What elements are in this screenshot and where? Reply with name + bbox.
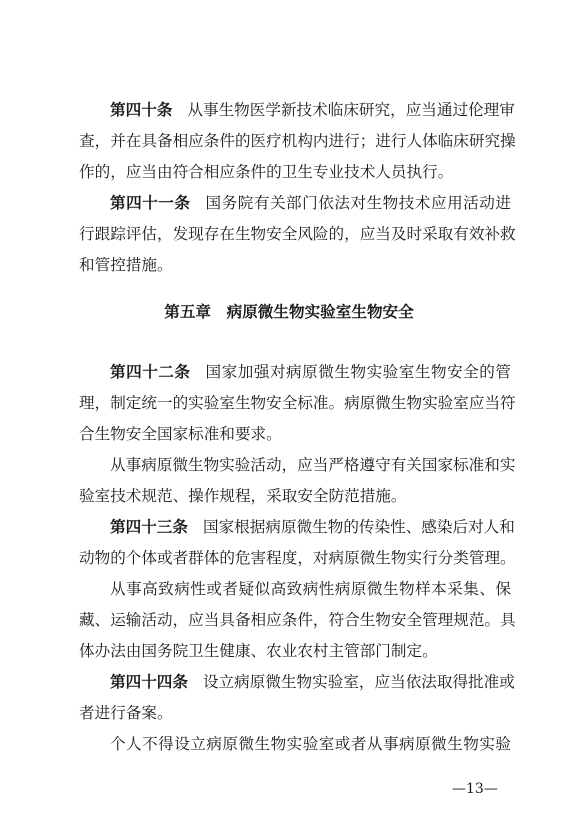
article-42-text-1: 国家加强对病原微生物实验室生物安全的管 xyxy=(205,363,511,381)
article-43-line-1 xyxy=(110,515,515,539)
article-40-line-3: 作的，应当由符合相应条件的卫生专业技术人员执行。 xyxy=(79,163,454,181)
chapter-title: 第五章 病原微生物实验室生物安全 xyxy=(164,303,414,321)
article-41-heading: 第四十一条 xyxy=(110,194,191,212)
article-40-heading: 第四十条 xyxy=(110,101,173,119)
article-42-heading: 第四十二条 xyxy=(110,363,191,381)
article-40-text-1: 从事生物医学新技术临床研究，应当通过伦理审 xyxy=(187,101,515,119)
article-43-heading: 第四十三条 xyxy=(110,518,188,536)
page-number: —13— xyxy=(452,781,498,797)
article-43-line-2: 动物的个体或者群体的危害程度，对病原微生物实行分类管理。 xyxy=(79,549,516,567)
article-41-line-1 xyxy=(110,191,511,215)
article-42-line-1 xyxy=(110,360,511,384)
article-42-para2-line-1: 从事病原微生物实验活动，应当严格遵守有关国家标准和实 xyxy=(110,456,516,474)
article-40-line-1 xyxy=(110,98,515,122)
article-44-line-2: 者进行备案。 xyxy=(79,704,173,722)
article-43-text-1: 国家根据病原微生物的传染性、感染后对人和 xyxy=(202,518,515,536)
article-41-line-2: 行跟踪评估，发现存在生物安全风险的，应当及时采取有效补救 xyxy=(79,225,516,243)
article-44-line-1 xyxy=(110,670,515,694)
article-43-para2-line-3: 体办法由国务院卫生健康、农业农村主管部门制定。 xyxy=(79,642,438,660)
article-44-para2-line-1: 个人不得设立病原微生物实验室或者从事病原微生物实验 xyxy=(110,735,511,753)
article-44-heading: 第四十四条 xyxy=(110,673,188,691)
article-43-para2-line-2: 藏、运输活动，应当具备相应条件，符合生物安全管理规范。具 xyxy=(79,611,516,629)
article-40-line-2: 查，并在具备相应条件的医疗机构内进行；进行人体临床研究操 xyxy=(79,132,516,150)
article-43-para2-line-1: 从事高致病性或者疑似高致病性病原微生物样本采集、保 xyxy=(110,580,511,598)
article-42-line-3: 合生物安全国家标准和要求。 xyxy=(79,425,282,443)
article-44-text-1: 设立病原微生物实验室，应当依法取得批准或 xyxy=(202,673,515,691)
article-42-line-2: 理，制定统一的实验室生物安全标准。病原微生物实验室应当符 xyxy=(79,394,516,412)
article-41-text-1: 国务院有关部门依法对生物技术应用活动进 xyxy=(205,194,511,212)
article-42-para2-line-2: 验室技术规范、操作规程，采取安全防范措施。 xyxy=(79,487,407,505)
article-41-line-3: 和管控措施。 xyxy=(79,256,173,274)
